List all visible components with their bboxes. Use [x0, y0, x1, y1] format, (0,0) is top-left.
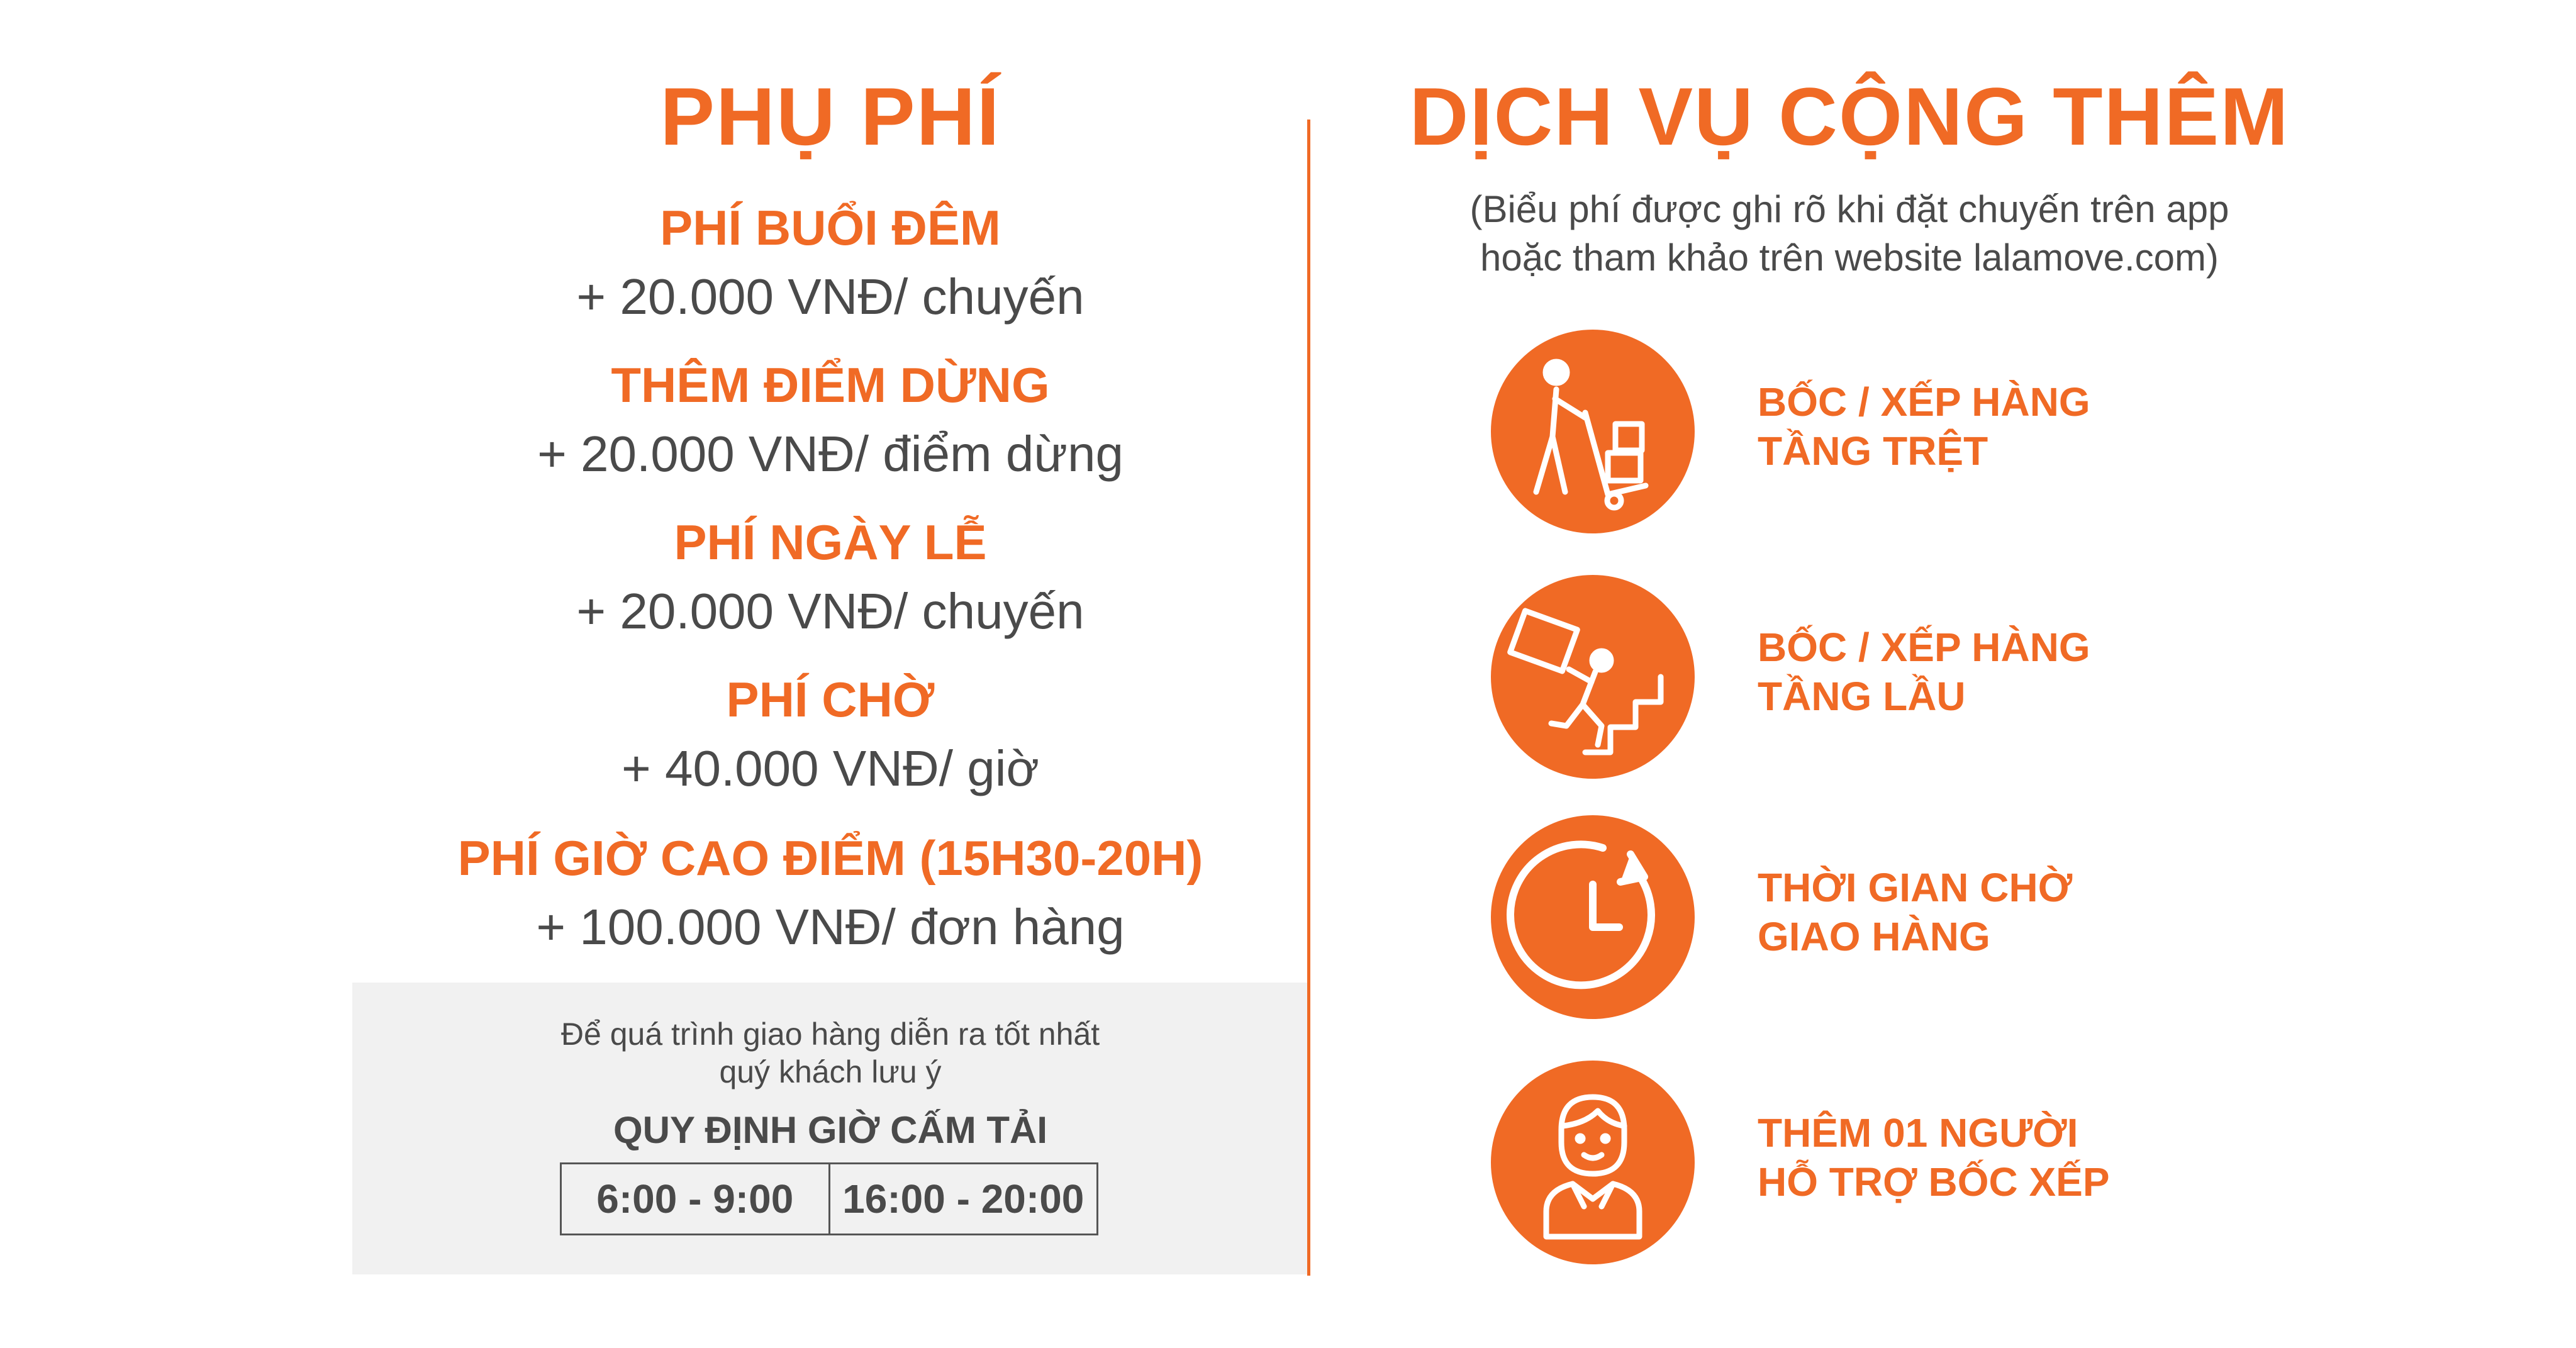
service-upper-floor-loading [1491, 575, 2434, 783]
services-subtitle [1359, 186, 2340, 282]
service-label [1758, 377, 2090, 476]
fee-name: PHÍ GIỜ CAO ĐIỂM (15H30-20H) [457, 830, 1203, 886]
services-title: DỊCH VỤ CỘNG THÊM [1409, 70, 2290, 162]
clock-icon [1491, 815, 1695, 1019]
subtitle-line-1: (Biểu phí được ghi rõ khi đặt chuyến trên app [1469, 188, 2229, 230]
fee-value: + 20.000 VNĐ/ chuyến [576, 582, 1084, 639]
service-label-line-1: THỜI GIAN CHỜ [1758, 865, 2073, 910]
fee-value: + 20.000 VNĐ/ chuyến [576, 268, 1084, 325]
fee-waiting [352, 671, 1308, 799]
column-divider [1307, 120, 1310, 1276]
stairs-carry-icon [1491, 575, 1695, 779]
service-ground-floor-loading [1491, 330, 2434, 537]
ban-time-evening: 16:00 - 20:00 [828, 1164, 1097, 1234]
service-label-line-2: TẦNG TRỆT [1758, 428, 1988, 474]
fee-value: + 100.000 VNĐ/ đơn hàng [536, 898, 1125, 955]
service-extra-helper [1491, 1061, 2434, 1268]
fee-value: + 40.000 VNĐ/ giờ [622, 740, 1039, 796]
fee-holiday [352, 513, 1308, 642]
service-label [1758, 863, 2072, 961]
service-label-line-1: THÊM 01 NGƯỜI [1758, 1110, 2078, 1156]
subtitle-line-2: hoặc tham khảo trên website lalamove.com) [1480, 236, 2219, 279]
ban-hours-title: QUY ĐỊNH GIỜ CẤM TẢI [613, 1109, 1048, 1151]
truck-ban-note-box [352, 983, 1308, 1274]
ban-time-morning: 6:00 - 9:00 [596, 1176, 794, 1222]
surcharges-title: PHỤ PHÍ [660, 70, 1001, 162]
fee-extra-stop [352, 356, 1308, 484]
ban-hours-table [560, 1162, 1098, 1235]
fee-name: PHÍ CHỜ [726, 672, 935, 727]
fee-peak-hours [352, 829, 1308, 957]
fee-name: THÊM ĐIỂM DỪNG [611, 357, 1050, 413]
fee-name: PHÍ NGÀY LỄ [674, 515, 987, 570]
service-waiting-time [1491, 815, 2434, 1023]
service-label [1758, 1108, 2110, 1206]
fee-name: PHÍ BUỔI ĐÊM [660, 200, 1001, 255]
service-label-line-2: TẦNG LẦU [1758, 674, 1966, 720]
note-line-2: quý khách lưu ý [719, 1054, 942, 1089]
fee-value: + 20.000 VNĐ/ điểm dừng [537, 425, 1124, 482]
fee-night [352, 199, 1308, 327]
helper-person-icon [1491, 1061, 1695, 1264]
service-label-line-1: BỐC / XẾP HÀNG [1758, 625, 2090, 670]
note-line-1: Để quá trình giao hàng diễn ra tốt nhất [560, 1017, 1100, 1052]
hand-truck-icon [1491, 330, 1695, 533]
service-label [1758, 623, 2090, 721]
note-text [352, 1015, 1308, 1091]
service-label-line-2: GIAO HÀNG [1758, 914, 1990, 960]
service-label-line-2: HỖ TRỢ BỐC XẾP [1758, 1159, 2110, 1205]
service-label-line-1: BỐC / XẾP HÀNG [1758, 379, 2090, 425]
